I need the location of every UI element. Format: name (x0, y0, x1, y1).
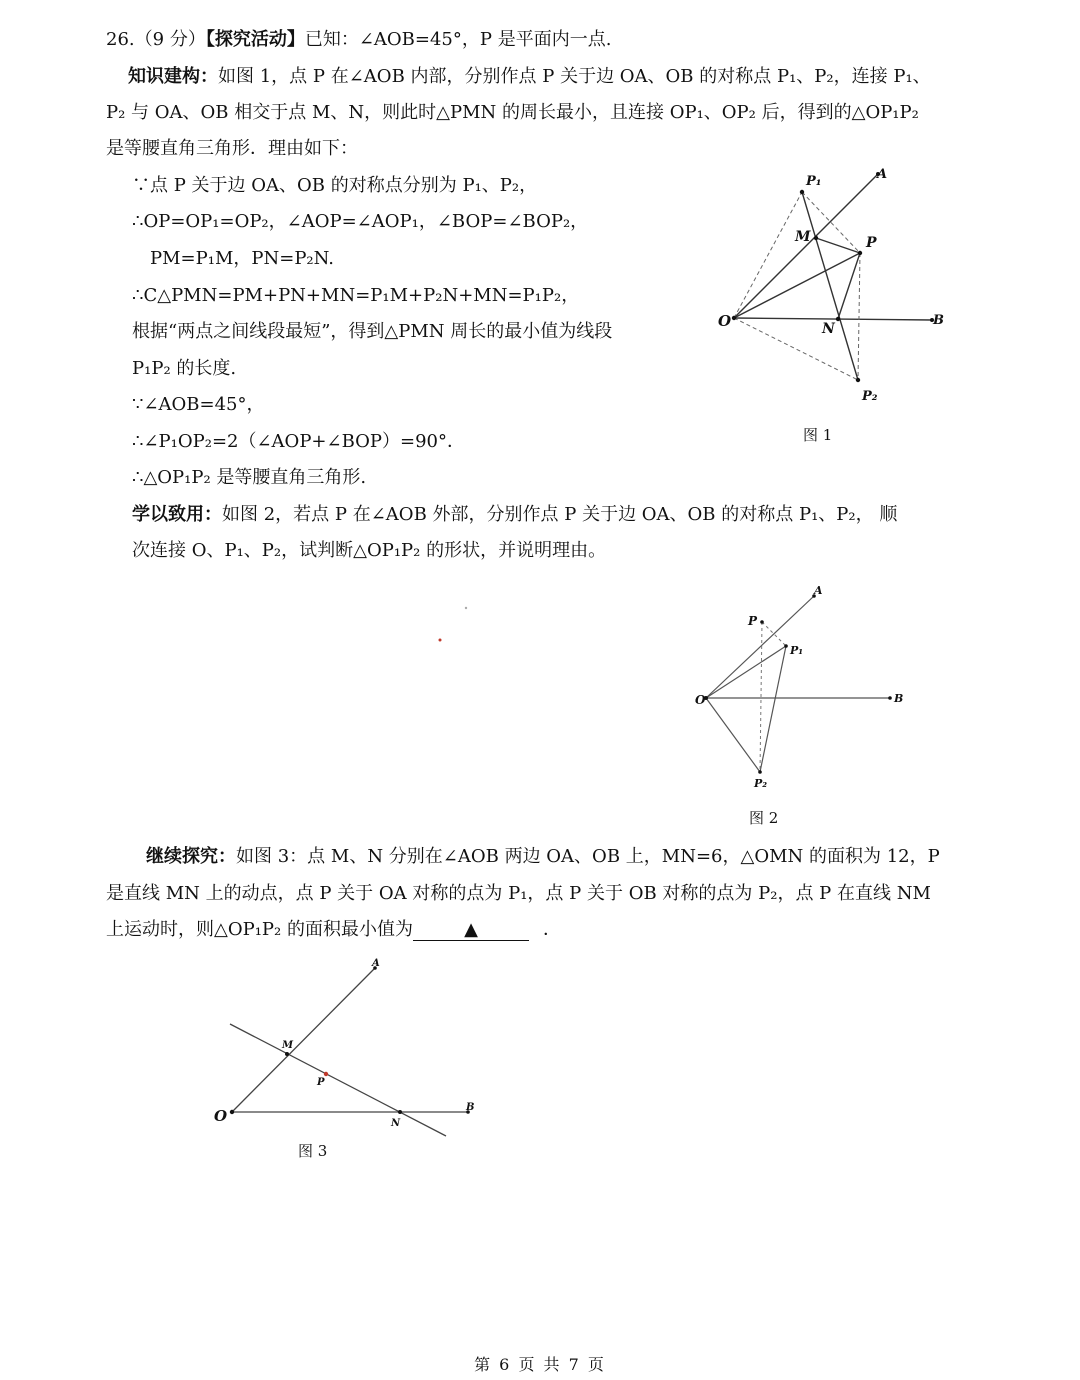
part1-text1: 如图 1，点 P 在∠AOB 内部，分别作点 P 关于边 OA、OB 的对称点 P₁、P₂，连接 P₁、 (218, 66, 931, 87)
fig3-label-p: P (317, 1077, 325, 1088)
fig1-label-n: N (822, 321, 835, 337)
ray-oa (734, 174, 878, 318)
fig2-label-o: O (695, 693, 706, 707)
problem-number: 26. (106, 29, 135, 50)
figure-1-caption: 图 1 (803, 426, 833, 444)
problem-score: （9 分） (134, 29, 206, 50)
figure-2 (690, 580, 920, 800)
part2-label: 学以致用： (132, 504, 222, 525)
answer-triangle: ▲ (464, 919, 478, 940)
part3-period: ． (542, 919, 561, 940)
fig1-label-p2: P₂ (862, 389, 878, 404)
scan-artifacts (430, 600, 480, 650)
part3-line3 (106, 918, 561, 942)
fig2-label-a: A (814, 584, 823, 597)
proof-line-2: ∴OP=OP₁=OP₂，∠AOP=∠AOP₁，∠BOP=∠BOP₂， (132, 211, 589, 232)
fig3-label-o: O (214, 1107, 228, 1125)
segment-p1p2 (760, 646, 786, 772)
figure-3-caption: 图 3 (298, 1142, 328, 1160)
segment-op1 (706, 646, 786, 698)
figure-2-caption: 图 2 (749, 809, 779, 827)
proof-line-6: P₁P₂ 的长度. (132, 358, 237, 379)
proof-line-7: ∵∠AOB=45°， (132, 394, 265, 415)
problem-header (106, 28, 611, 52)
fig1-label-o: O (718, 312, 732, 330)
fig2-label-p1: P₁ (790, 644, 804, 657)
figure-3 (200, 950, 490, 1150)
part2-line2: 次连接 O、P₁、P₂，试判断△OP₁P₂ 的形状，并说明理由。 (132, 540, 607, 561)
fig3-label-a: A (372, 958, 380, 969)
part3-label: 继续探究： (146, 846, 236, 867)
dashed-pp2 (858, 253, 860, 380)
fig2-label-b: B (894, 692, 904, 705)
fig3-label-n: N (391, 1118, 401, 1129)
problem-tag: 【探究活动】 (205, 29, 305, 50)
segment-op2 (706, 698, 760, 772)
point-p (324, 1072, 328, 1076)
fig1-label-a: A (877, 167, 888, 182)
part1-line2: P₂ 与 OA、OB 相交于点 M、N，则此时△PMN 的周长最小，且连接 OP₁、OP₂ 后，得到的△OP₁P₂ (106, 102, 919, 123)
fig3-label-b: B (466, 1102, 475, 1113)
part1-label: 知识建构： (128, 66, 218, 87)
ray-oa (232, 968, 375, 1112)
part1-line1 (128, 65, 931, 89)
page-footer: 第 6 页 共 7 页 (474, 1355, 606, 1374)
fig2-label-p: P (748, 614, 758, 628)
part3-text3: 上运动时，则△OP₁P₂ 的面积最小值为 (106, 919, 413, 940)
proof-line-5: 根据“两点之间线段最短”，得到△PMN 周长的最小值为线段 (132, 321, 613, 342)
part3-line1 (146, 845, 940, 869)
fig1-label-p: P (866, 235, 877, 251)
segment-mp (816, 238, 860, 253)
dashed-op2 (734, 318, 858, 380)
dashed-op1 (734, 192, 802, 318)
dashed-pp2 (760, 622, 762, 772)
fig1-label-p1: P₁ (806, 174, 822, 189)
proof-line-8: ∴∠P₁OP₂=2（∠AOP+∠BOP）=90°． (132, 431, 466, 452)
proof-line-3: PM=P₁M，PN=P₂N. (150, 248, 334, 269)
part1-line3: 是等腰直角三角形．理由如下： (106, 138, 358, 159)
part3-text1: 如图 3：点 M、N 分别在∠AOB 两边 OA、OB 上，MN=6，△OMN 的面积为 12，P (236, 846, 940, 867)
proof-line-1: ∵点 P 关于边 OA、OB 的对称点分别为 P₁、P₂， (132, 175, 538, 196)
part2-text1: 如图 2，若点 P 在∠AOB 外部，分别作点 P 关于边 OA、OB 的对称点 P₁、P₂， 顺 (222, 504, 898, 525)
fig1-label-m: M (795, 229, 811, 245)
proof-line-9: ∴△OP₁P₂ 是等腰直角三角形. (132, 467, 367, 488)
answer-blank[interactable] (413, 920, 529, 941)
fig1-label-b: B (933, 313, 944, 328)
fig2-label-p2: P₂ (754, 777, 768, 790)
line-mn (230, 1024, 446, 1136)
fig3-label-m: M (282, 1040, 294, 1051)
part3-line2: 是直线 MN 上的动点，点 P 关于 OA 对称的点为 P₁，点 P 关于 OB 对称的点为 P₂，点 P 在直线 NM (106, 883, 931, 904)
proof-line-4: ∴C△PMN=PM+PN+MN=P₁M+P₂N+MN=P₁P₂， (132, 285, 580, 306)
part2-line1 (132, 503, 897, 527)
problem-given: 已知：∠AOB=45°，P 是平面内一点. (304, 29, 612, 50)
figure-1 (700, 160, 960, 410)
ray-ob (734, 318, 932, 320)
